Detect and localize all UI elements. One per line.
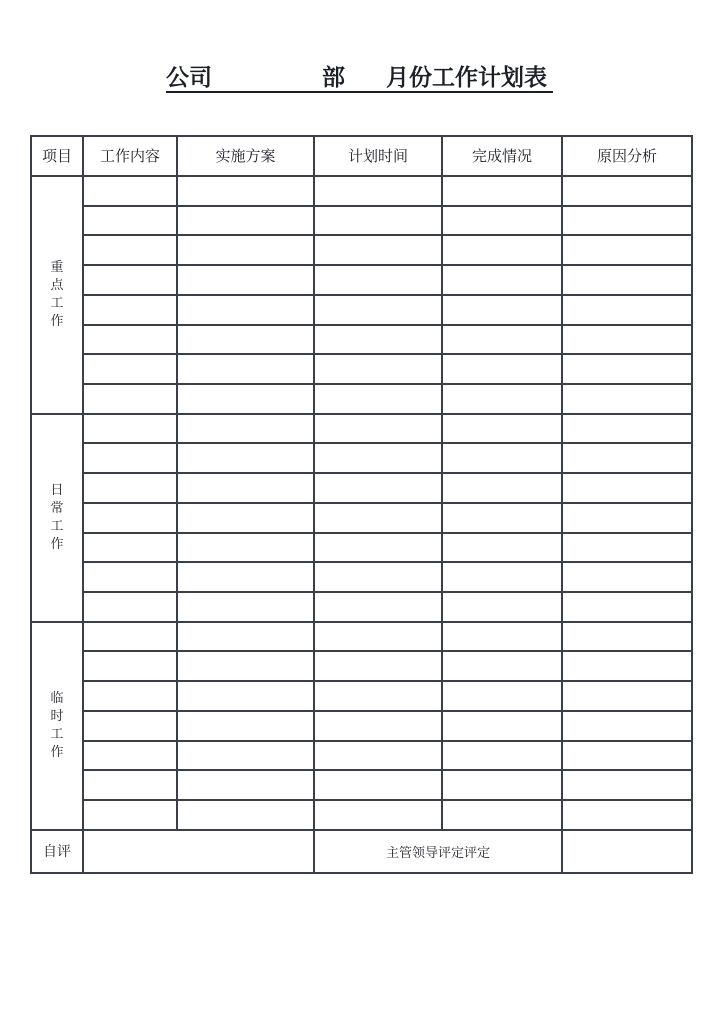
table-cell[interactable]	[442, 800, 562, 830]
section-label-char: 点	[50, 277, 64, 293]
header-cell: 原因分析	[562, 136, 692, 176]
header-row	[31, 136, 692, 176]
section-label-char: 常	[50, 500, 64, 516]
table-cell[interactable]	[177, 295, 314, 325]
table-cell[interactable]	[314, 533, 442, 563]
table-cell[interactable]	[442, 503, 562, 533]
table-cell[interactable]	[177, 206, 314, 236]
section-label-char: 工	[50, 295, 64, 311]
table-cell[interactable]	[83, 354, 177, 384]
table-cell[interactable]	[442, 325, 562, 355]
table-cell[interactable]	[442, 206, 562, 236]
table-cell[interactable]	[442, 770, 562, 800]
table-cell[interactable]	[442, 354, 562, 384]
table-cell[interactable]	[177, 354, 314, 384]
table-cell[interactable]	[562, 176, 692, 206]
supervisor-eval-label: 主管领导评定评定	[314, 830, 562, 873]
table-cell[interactable]	[83, 384, 177, 414]
plan-table	[30, 135, 693, 874]
table-cell[interactable]	[562, 622, 692, 652]
table-cell[interactable]	[177, 651, 314, 681]
table-cell[interactable]	[442, 562, 562, 592]
table-cell[interactable]	[177, 414, 314, 444]
table-cell[interactable]	[83, 473, 177, 503]
table-cell[interactable]	[177, 770, 314, 800]
section-key-work-label	[31, 176, 83, 414]
title-underline	[166, 91, 553, 93]
table-cell[interactable]	[83, 414, 177, 444]
table-cell[interactable]	[442, 622, 562, 652]
table-cell[interactable]	[177, 741, 314, 771]
table-cell[interactable]	[83, 592, 177, 622]
table-cell[interactable]	[562, 325, 692, 355]
table-cell[interactable]	[562, 265, 692, 295]
section-label-char: 作	[50, 313, 64, 329]
table-cell[interactable]	[314, 473, 442, 503]
table-cell[interactable]	[562, 503, 692, 533]
table-cell[interactable]	[314, 295, 442, 325]
table-cell[interactable]	[177, 533, 314, 563]
table-cell[interactable]	[562, 741, 692, 771]
table-cell[interactable]	[442, 681, 562, 711]
title-dept: 部	[322, 65, 345, 91]
table-cell[interactable]	[442, 711, 562, 741]
table-cell[interactable]	[83, 622, 177, 652]
table-cell[interactable]	[562, 562, 692, 592]
table-cell[interactable]	[314, 562, 442, 592]
table-cell[interactable]	[83, 741, 177, 771]
table-cell[interactable]	[562, 414, 692, 444]
table-cell[interactable]	[442, 414, 562, 444]
section-label-char: 日	[50, 482, 64, 498]
table-row	[31, 681, 692, 711]
table-cell[interactable]	[177, 592, 314, 622]
table-cell[interactable]	[562, 443, 692, 473]
table-cell[interactable]	[562, 384, 692, 414]
table-row	[31, 414, 692, 444]
table-row	[31, 562, 692, 592]
header-cell: 实施方案	[177, 136, 314, 176]
table-cell[interactable]	[177, 800, 314, 830]
table-cell[interactable]	[177, 443, 314, 473]
table-cell[interactable]	[83, 235, 177, 265]
table-cell[interactable]	[314, 800, 442, 830]
table-cell[interactable]	[442, 741, 562, 771]
table-cell[interactable]	[314, 384, 442, 414]
table-cell[interactable]	[562, 651, 692, 681]
table-cell[interactable]	[83, 265, 177, 295]
self-eval-label: 自评	[31, 830, 83, 873]
section-label-char: 工	[50, 726, 64, 742]
table-cell[interactable]	[314, 206, 442, 236]
table-cell[interactable]	[562, 206, 692, 236]
table-cell[interactable]	[177, 711, 314, 741]
table-cell[interactable]	[562, 800, 692, 830]
table-cell[interactable]	[314, 325, 442, 355]
table-cell[interactable]	[177, 503, 314, 533]
table-cell[interactable]	[562, 354, 692, 384]
table-cell[interactable]	[442, 176, 562, 206]
table-cell[interactable]	[83, 651, 177, 681]
table-cell[interactable]	[83, 206, 177, 236]
table-cell[interactable]	[83, 681, 177, 711]
section-label-char: 工	[50, 518, 64, 534]
table-cell[interactable]	[177, 176, 314, 206]
table-cell[interactable]	[442, 533, 562, 563]
table-cell[interactable]	[442, 443, 562, 473]
table-cell[interactable]	[83, 562, 177, 592]
table-cell[interactable]	[83, 325, 177, 355]
table-cell[interactable]	[442, 473, 562, 503]
footer-row	[31, 830, 692, 873]
table-cell[interactable]	[314, 681, 442, 711]
table-cell[interactable]	[314, 711, 442, 741]
table-cell[interactable]	[314, 443, 442, 473]
section-daily-work-label	[31, 414, 83, 622]
table-cell[interactable]	[177, 681, 314, 711]
table-cell[interactable]	[562, 473, 692, 503]
table-cell[interactable]	[562, 711, 692, 741]
table-row	[31, 503, 692, 533]
table-row	[31, 443, 692, 473]
table-cell[interactable]	[177, 562, 314, 592]
table-cell[interactable]	[562, 295, 692, 325]
table-cell[interactable]	[83, 443, 177, 473]
table-cell[interactable]	[314, 622, 442, 652]
table-cell[interactable]	[177, 325, 314, 355]
header-cell: 项目	[31, 136, 83, 176]
table-row	[31, 622, 692, 652]
table-row	[31, 651, 692, 681]
section-label-char: 重	[50, 259, 64, 275]
header-cell: 计划时间	[314, 136, 442, 176]
table-row	[31, 176, 692, 206]
table-cell[interactable]	[314, 741, 442, 771]
table-cell[interactable]	[442, 592, 562, 622]
section-label-char: 时	[50, 708, 64, 724]
table-cell[interactable]	[562, 592, 692, 622]
table-row	[31, 741, 692, 771]
header-cell: 工作内容	[83, 136, 177, 176]
table-row	[31, 711, 692, 741]
table-cell[interactable]	[314, 651, 442, 681]
table-row	[31, 770, 692, 800]
table-cell[interactable]	[442, 235, 562, 265]
section-temp-work-label	[31, 622, 83, 830]
table-cell[interactable]	[442, 651, 562, 681]
table-cell[interactable]	[442, 384, 562, 414]
table-cell[interactable]	[314, 414, 442, 444]
table-row	[31, 235, 692, 265]
table-cell[interactable]	[177, 384, 314, 414]
table-cell[interactable]	[442, 265, 562, 295]
section-label-char: 作	[50, 744, 64, 760]
table-row	[31, 384, 692, 414]
table-row	[31, 533, 692, 563]
table-cell[interactable]	[314, 235, 442, 265]
section-label-char: 临	[50, 690, 64, 706]
table-cell[interactable]	[314, 354, 442, 384]
table-cell[interactable]	[83, 770, 177, 800]
table-row	[31, 473, 692, 503]
self-eval-cell[interactable]	[83, 830, 314, 873]
table-cell[interactable]	[83, 295, 177, 325]
section-label-char: 作	[50, 536, 64, 552]
table-cell[interactable]	[314, 176, 442, 206]
table-cell[interactable]	[562, 533, 692, 563]
table-row	[31, 325, 692, 355]
header-cell: 完成情况	[442, 136, 562, 176]
table-cell[interactable]	[83, 176, 177, 206]
table-row	[31, 592, 692, 622]
table-cell[interactable]	[177, 235, 314, 265]
table-cell[interactable]	[177, 473, 314, 503]
table-cell[interactable]	[83, 800, 177, 830]
title-month-plan: 月份工作计划表	[386, 65, 547, 91]
table-cell[interactable]	[83, 503, 177, 533]
table-cell[interactable]	[177, 265, 314, 295]
table-row	[31, 265, 692, 295]
table-cell[interactable]	[83, 533, 177, 563]
table-row	[31, 206, 692, 236]
table-cell[interactable]	[83, 711, 177, 741]
table-cell[interactable]	[562, 235, 692, 265]
table-cell[interactable]	[562, 681, 692, 711]
table-cell[interactable]	[314, 265, 442, 295]
table-cell[interactable]	[177, 622, 314, 652]
title-company: 公司	[166, 65, 212, 91]
table-cell[interactable]	[442, 295, 562, 325]
document-title	[0, 60, 720, 96]
table-row	[31, 800, 692, 830]
table-row	[31, 354, 692, 384]
table-cell[interactable]	[314, 592, 442, 622]
table-row	[31, 295, 692, 325]
supervisor-eval-cell[interactable]	[562, 830, 692, 873]
table-cell[interactable]	[314, 503, 442, 533]
table-cell[interactable]	[314, 770, 442, 800]
table-cell[interactable]	[562, 770, 692, 800]
